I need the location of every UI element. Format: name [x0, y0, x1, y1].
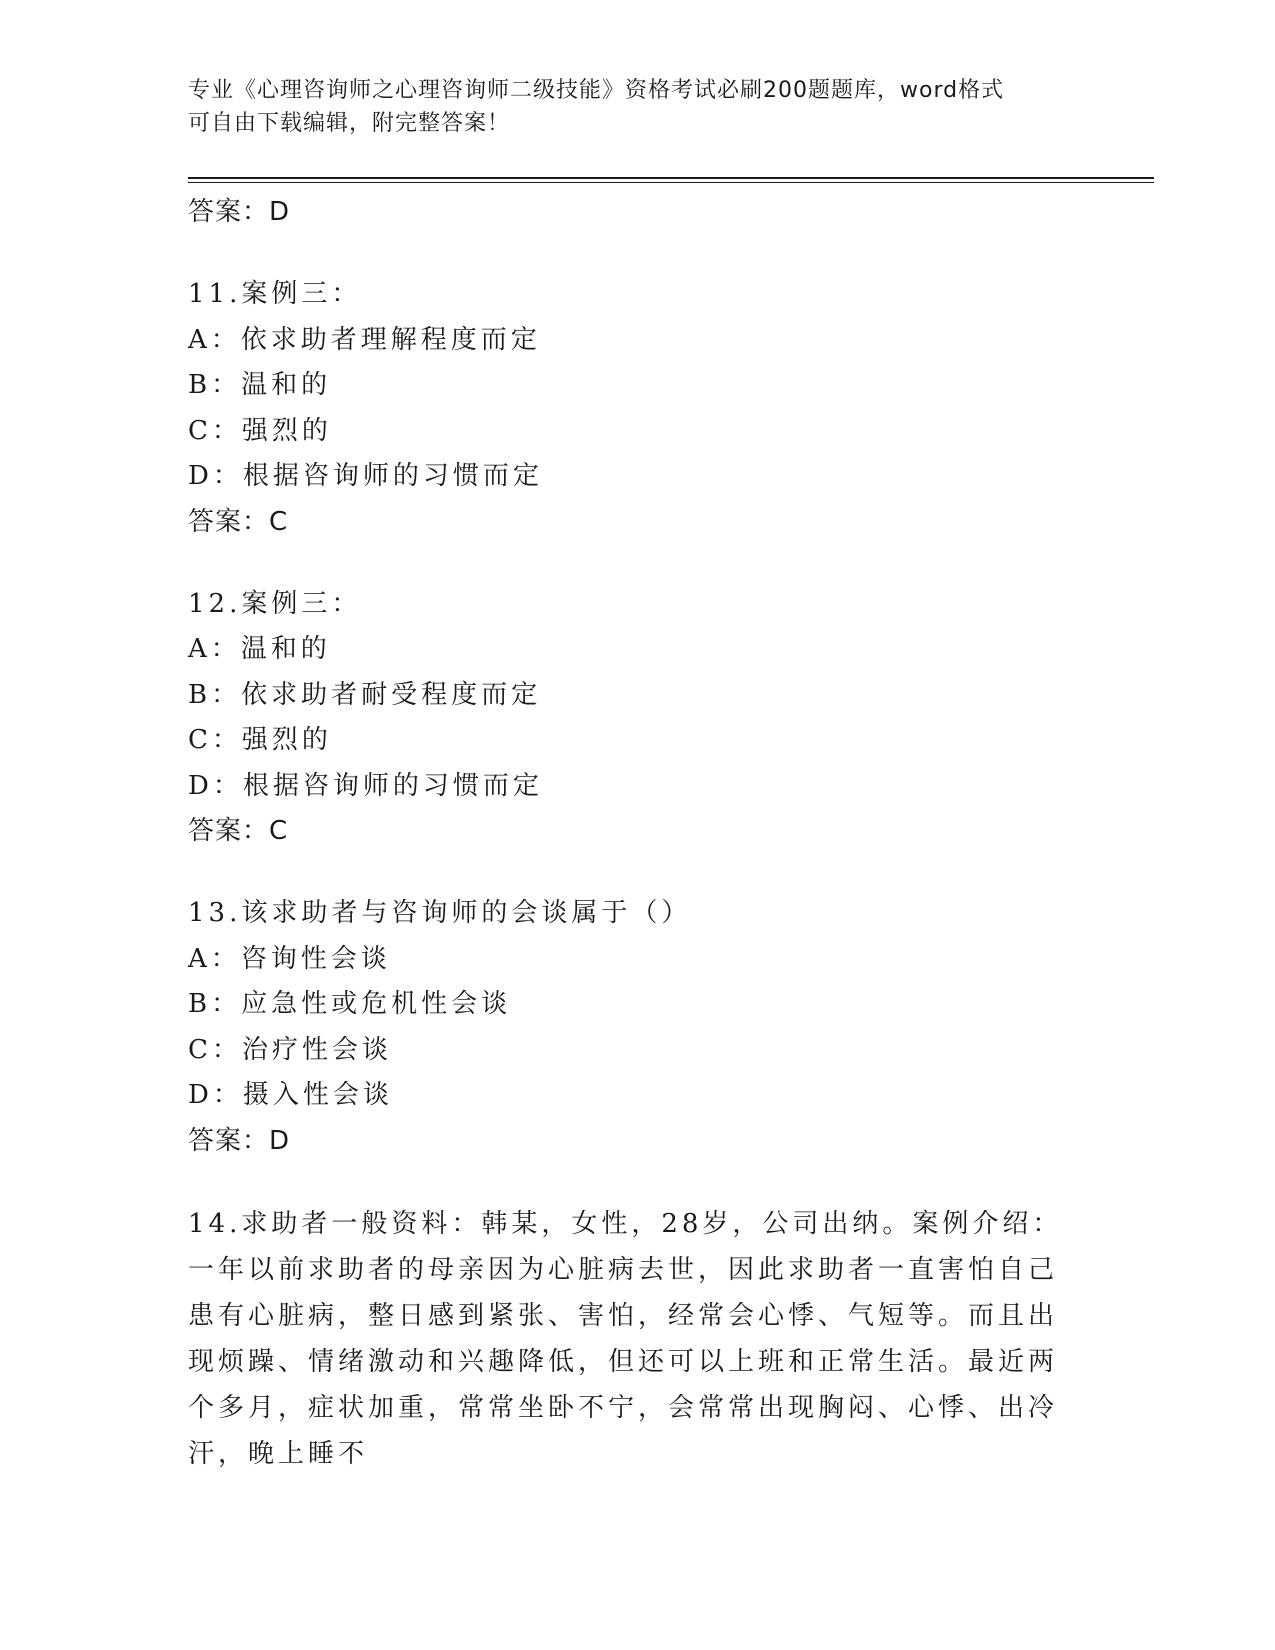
question-13	[188, 891, 1088, 1163]
question-content	[188, 190, 1088, 1477]
document-header	[188, 74, 1068, 140]
option-b: B：应急性或危机性会谈	[188, 989, 512, 1019]
previous-answer: 答案：D	[188, 197, 291, 227]
option-d: D：根据咨询师的习惯而定	[188, 770, 543, 801]
option-b: B：温和的	[188, 370, 332, 400]
option-d: D：根据咨询师的习惯而定	[188, 461, 543, 491]
question-stem: 11.案例三：	[188, 279, 362, 309]
question-12	[188, 582, 1088, 854]
option-d: D：摄入性会谈	[188, 1080, 393, 1110]
header-divider-thin	[188, 182, 1154, 183]
header-line-2: 可自由下载编辑，附完整答案！	[188, 111, 511, 136]
header-line-1: 专业《心理咨询师之心理咨询师二级技能》资格考试必刷200题题库，word格式	[188, 78, 1005, 103]
option-a: A：温和的	[188, 634, 331, 664]
question-11	[188, 272, 1088, 544]
question-stem: 13.该求助者与咨询师的会谈属于（）	[188, 898, 692, 928]
question-stem: 12.案例三：	[188, 588, 362, 619]
option-c: C：治疗性会谈	[188, 1034, 392, 1065]
option-a: A：咨询性会谈	[188, 943, 391, 974]
option-b: B：依求助者耐受程度而定	[188, 679, 542, 710]
question-answer: 答案：D	[188, 1125, 291, 1156]
option-c: C：强烈的	[188, 725, 332, 755]
question-answer: 答案：C	[188, 816, 289, 846]
option-a: A：依求助者理解程度而定	[188, 324, 541, 355]
header-divider-thick	[188, 177, 1154, 179]
question-14-stem: 14.求助者一般资料：韩某，女性，28岁，公司出纳。案例介绍：一年以前求助者的母亲因为心脏病去世，因此求助者一直害怕自己患有心脏病，整日感到紧张、害怕，经常会心悸、气短等。而且出现烦躁、情绪激动和兴趣降低，但还可以上班和正常生活。最近两个多月，症状加重，常常坐卧不宁，会常常出现胸闷、心悸、出冷汗，晚上睡不	[188, 1208, 1063, 1469]
option-c: C：强烈的	[188, 415, 332, 446]
question-answer: 答案：C	[188, 506, 289, 537]
